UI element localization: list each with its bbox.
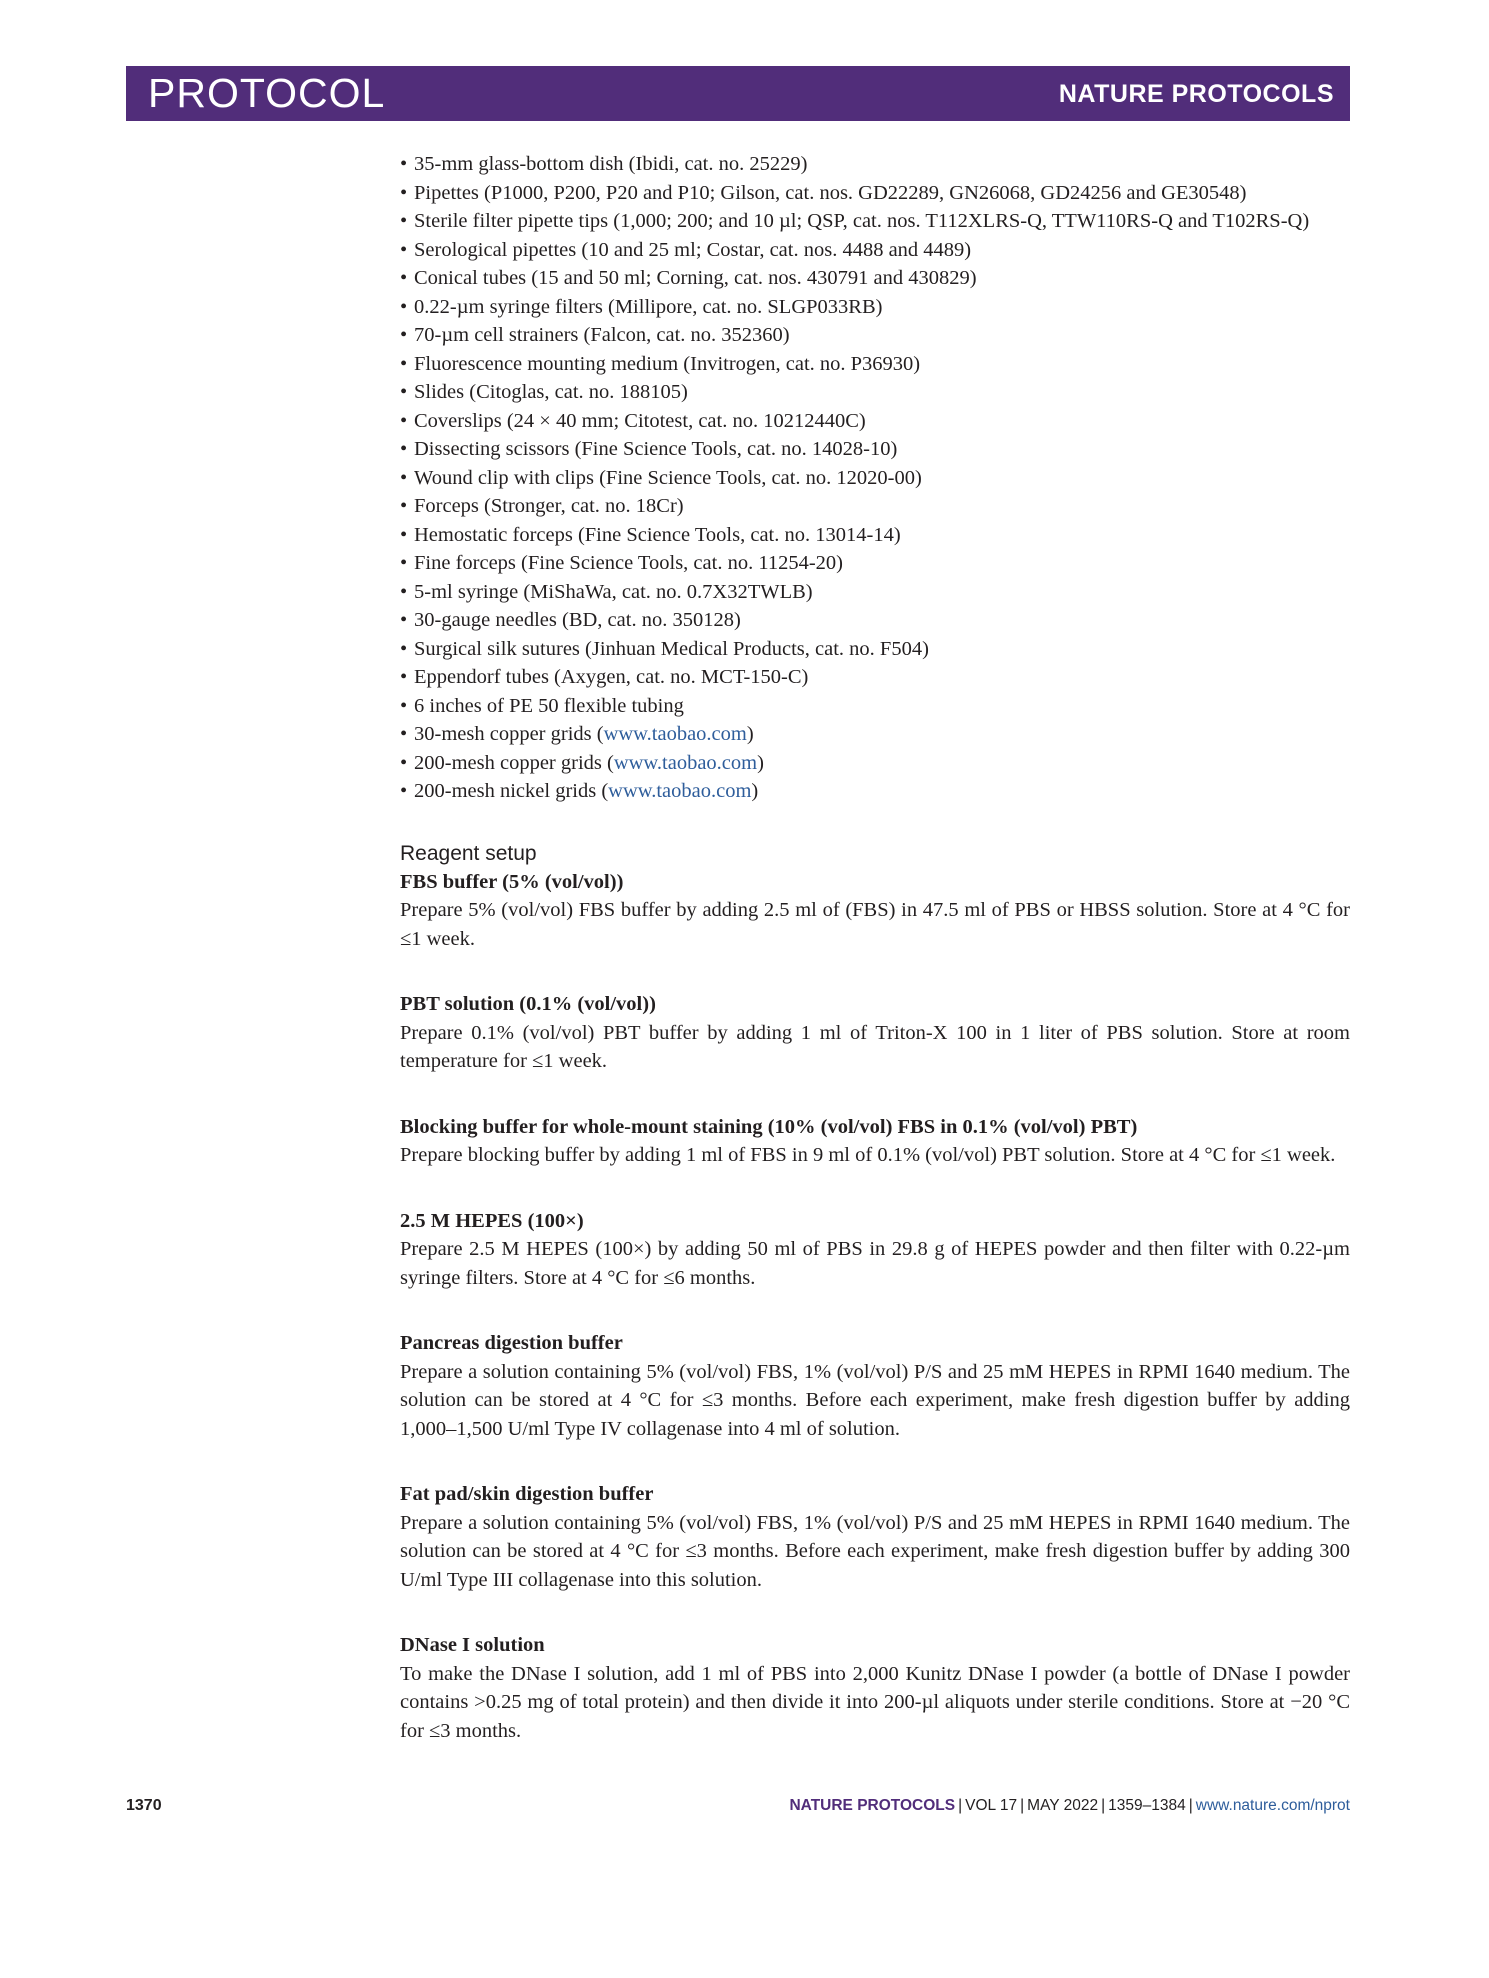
supplier-link[interactable]: www.taobao.com <box>608 780 752 802</box>
header-journal-name: NATURE PROTOCOLS <box>1058 80 1334 108</box>
reagent-title: Fat pad/skin digestion buffer <box>400 1483 654 1505</box>
reagent-entry <box>400 1480 1350 1594</box>
footer-separator: | <box>1188 1797 1193 1814</box>
supplier-link[interactable]: www.taobao.com <box>603 723 747 745</box>
footer-citation <box>789 1797 1350 1815</box>
main-content <box>400 150 1350 1782</box>
equipment-item-suffix: ) <box>757 751 764 774</box>
equipment-item-text: Fluorescence mounting medium (Invitrogen, cat. no. P36930) <box>414 352 921 375</box>
footer-url-link[interactable]: www.nature.com/nprot <box>1195 1797 1350 1814</box>
footer-separator: | <box>958 1797 963 1814</box>
footer-date: MAY 2022 <box>1027 1797 1099 1814</box>
reagent-title: Blocking buffer for whole-mount staining (10% (vol/vol) FBS in 0.1% (vol/vol) PBT) <box>400 1115 1138 1138</box>
equipment-item-text: Wound clip with clips (Fine Science Tools, cat. no. 12020-00) <box>414 466 922 489</box>
footer-separator: | <box>1020 1797 1025 1814</box>
equipment-item <box>400 207 1350 236</box>
footer-pages: 1359–1384 <box>1108 1797 1186 1814</box>
reagent-title: Pancreas digestion buffer <box>400 1332 623 1354</box>
equipment-item <box>400 321 1350 350</box>
equipment-item <box>400 350 1350 379</box>
equipment-item <box>400 492 1350 521</box>
reagent-title: PBT solution (0.1% (vol/vol)) <box>400 993 656 1015</box>
footer-journal: NATURE PROTOCOLS <box>789 1797 956 1814</box>
page-number: 1370 <box>126 1797 162 1814</box>
equipment-item <box>400 635 1350 664</box>
equipment-item-text: 200-mesh copper grids ( <box>414 751 614 774</box>
equipment-list <box>400 150 1350 806</box>
equipment-item-text: Surgical silk sutures (Jinhuan Medical Products, cat. no. F504) <box>414 637 929 660</box>
reagent-description: Prepare a solution containing 5% (vol/vol) FBS, 1% (vol/vol) P/S and 25 mM HEPES in RPMI 1640 medium. The solution can be stored at 4 °C for ≤3 months. Before each experiment, make fresh digestion buffer by adding 300 U/ml Type III collagenase into this solution. <box>400 1511 1350 1591</box>
header-section-label: PROTOCOL <box>148 70 386 116</box>
equipment-item <box>400 606 1350 635</box>
equipment-item <box>400 692 1350 721</box>
equipment-item-text: Hemostatic forceps (Fine Science Tools, cat. no. 13014-14) <box>414 523 901 546</box>
reagent-entry <box>400 1207 1350 1293</box>
reagent-entry <box>400 868 1350 954</box>
reagent-title: 2.5 M HEPES (100×) <box>400 1209 584 1232</box>
equipment-item <box>400 464 1350 493</box>
equipment-item-text: 35-mm glass-bottom dish (Ibidi, cat. no. 25229) <box>414 153 808 175</box>
equipment-item <box>400 549 1350 578</box>
section-heading: Reagent setup <box>400 841 537 865</box>
reagent-title: DNase I solution <box>400 1634 545 1656</box>
reagent-entry <box>400 990 1350 1076</box>
equipment-item <box>400 236 1350 265</box>
equipment-item <box>400 407 1350 436</box>
equipment-item-text: Eppendorf tubes (Axygen, cat. no. MCT-150-C) <box>414 666 809 688</box>
reagent-description: Prepare blocking buffer by adding 1 ml of FBS in 9 ml of 0.1% (vol/vol) PBT solution. Store at 4 °C for ≤1 week. <box>400 1144 1336 1166</box>
equipment-item-text: 70-µm cell strainers (Falcon, cat. no. 352360) <box>414 324 790 346</box>
equipment-item-text: 30-gauge needles (BD, cat. no. 350128) <box>414 609 741 631</box>
equipment-item <box>400 179 1350 208</box>
equipment-item-text: Slides (Citoglas, cat. no. 188105) <box>414 381 688 403</box>
supplier-link[interactable]: www.taobao.com <box>613 751 758 774</box>
equipment-item-suffix: ) <box>746 723 754 745</box>
reagent-list <box>400 868 1350 1746</box>
equipment-item <box>400 777 1350 806</box>
equipment-item-text: Pipettes (P1000, P200, P20 and P10; Gilson, cat. nos. GD22289, GN26068, GD24256 and GE30548) <box>414 181 1247 204</box>
equipment-item-text: Conical tubes (15 and 50 ml; Corning, cat. nos. 430791 and 430829) <box>414 267 977 289</box>
equipment-item-text: 0.22-µm syringe filters (Millipore, cat. no. SLGP033RB) <box>414 295 883 318</box>
reagent-description: Prepare 5% (vol/vol) FBS buffer by adding 2.5 ml of (FBS) in 47.5 ml of PBS or HBSS solution. Store at 4 °C for ≤1 week. <box>400 899 1350 950</box>
reagent-description: Prepare 2.5 M HEPES (100×) by adding 50 ml of PBS in 29.8 g of HEPES powder and then filter with 0.22-µm syringe filters. Store at 4 °C for ≤6 months. <box>400 1238 1350 1289</box>
equipment-item <box>400 521 1350 550</box>
equipment-item <box>400 293 1350 322</box>
footer-volume: VOL 17 <box>965 1797 1018 1814</box>
equipment-item-text: Coverslips (24 × 40 mm; Citotest, cat. no. 10212440C) <box>414 409 866 432</box>
equipment-item <box>400 378 1350 407</box>
equipment-item-text: 5-ml syringe (MiShaWa, cat. no. 0.7X32TWLB) <box>414 580 813 603</box>
header-bar <box>126 66 1350 121</box>
reagent-entry <box>400 1113 1350 1170</box>
footer-separator: | <box>1101 1797 1106 1814</box>
reagent-title: FBS buffer (5% (vol/vol)) <box>400 870 624 893</box>
equipment-item-text: 6 inches of PE 50 flexible tubing <box>414 694 684 717</box>
equipment-item <box>400 264 1350 293</box>
reagent-entry <box>400 1631 1350 1745</box>
equipment-item <box>400 720 1350 749</box>
equipment-item-text: 200-mesh nickel grids ( <box>414 780 609 802</box>
reagent-description: Prepare 0.1% (vol/vol) PBT buffer by adding 1 ml of Triton-X 100 in 1 liter of PBS solution. Store at room temperature for ≤1 week. <box>400 1021 1350 1072</box>
equipment-item <box>400 150 1350 179</box>
equipment-item-text: Serological pipettes (10 and 25 ml; Costar, cat. nos. 4488 and 4489) <box>414 238 972 261</box>
reagent-entry <box>400 1329 1350 1443</box>
equipment-item-text: Dissecting scissors (Fine Science Tools, cat. no. 14028-10) <box>414 438 898 460</box>
equipment-item-text: Fine forceps (Fine Science Tools, cat. no. 11254-20) <box>414 552 843 574</box>
equipment-item <box>400 435 1350 464</box>
equipment-item <box>400 663 1350 692</box>
equipment-item-text: 30-mesh copper grids ( <box>414 723 604 745</box>
reagent-description: Prepare a solution containing 5% (vol/vol) FBS, 1% (vol/vol) P/S and 25 mM HEPES in RPMI 1640 medium. The solution can be stored at 4 °C for ≤3 months. Before each experiment, make fresh digestion buffer by adding 1,000–1,500 U/ml Type IV collagenase into 4 ml of solution. <box>400 1360 1350 1440</box>
equipment-item-suffix: ) <box>751 780 759 802</box>
equipment-item <box>400 749 1350 778</box>
equipment-item-text: Forceps (Stronger, cat. no. 18Cr) <box>414 495 684 517</box>
equipment-item <box>400 578 1350 607</box>
reagent-description: To make the DNase I solution, add 1 ml of PBS into 2,000 Kunitz DNase I powder (a bottle of DNase I powder contains >0.25 mg of total protein) and then divide it into 200-µl aliquots under sterile conditions. Store at −20 °C for ≤3 months. <box>400 1662 1350 1742</box>
equipment-item-text: Sterile filter pipette tips (1,000; 200; and 10 µl; QSP, cat. nos. T112XLRS-Q, TTW110RS-Q and T102RS-Q) <box>414 210 1310 232</box>
